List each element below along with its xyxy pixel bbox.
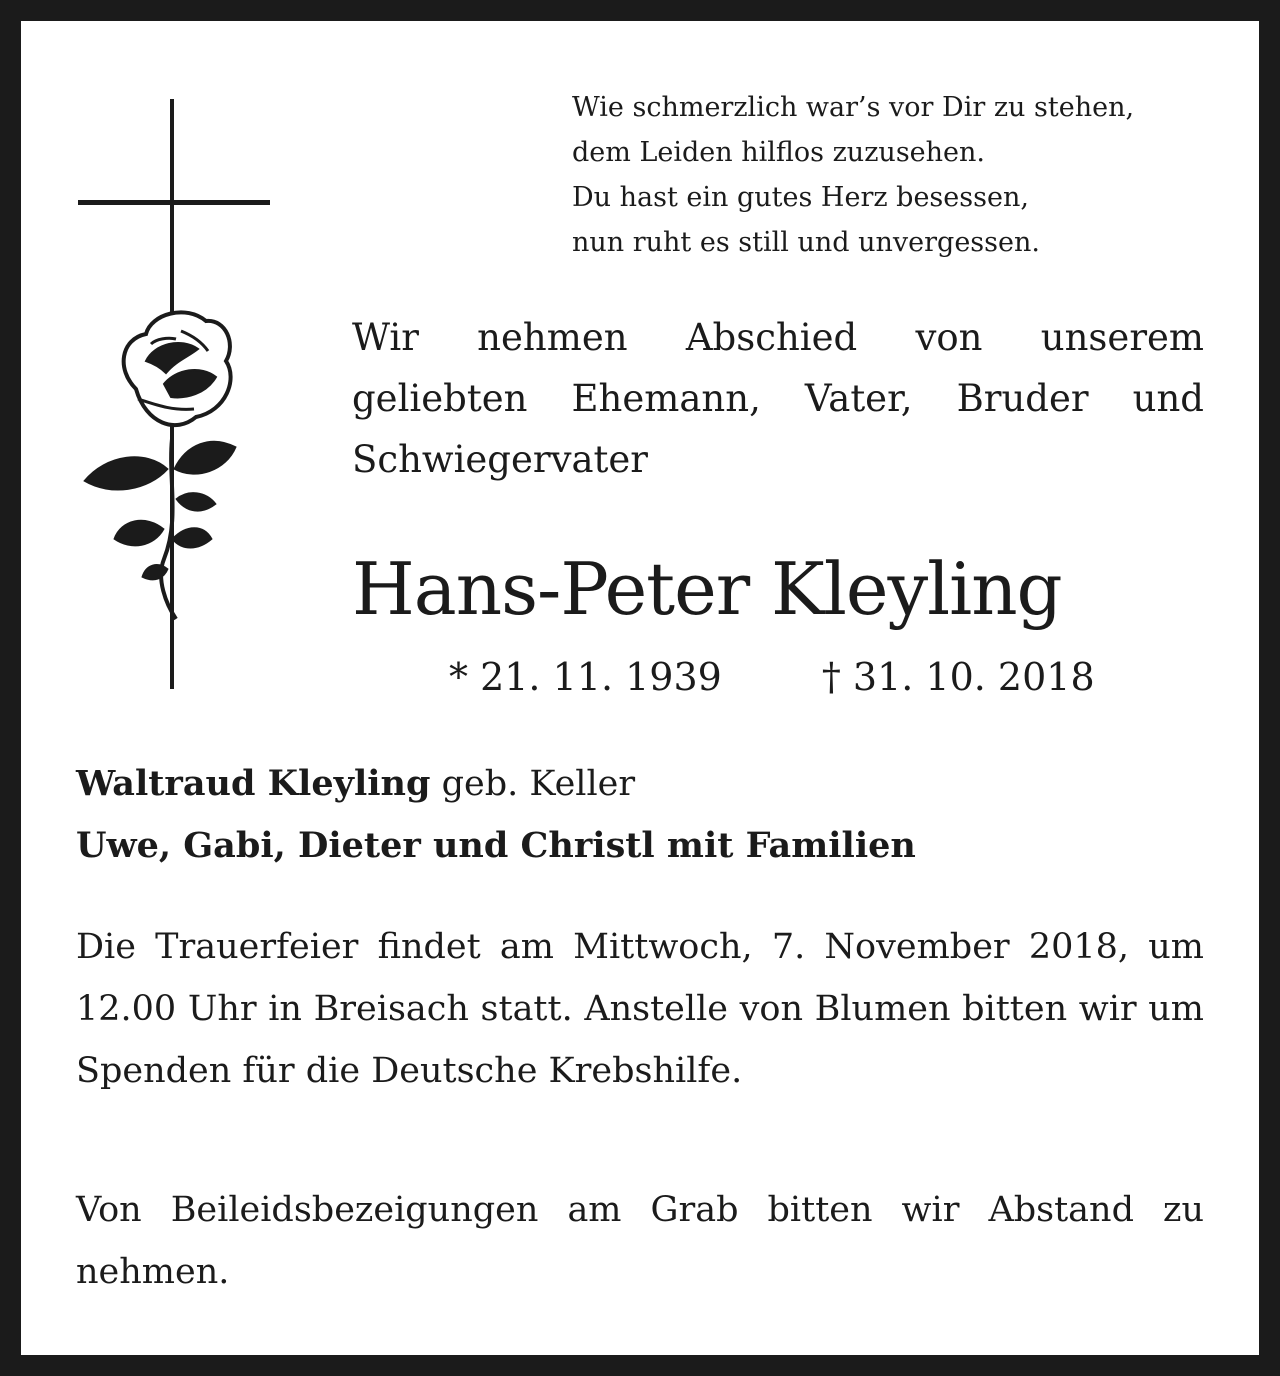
birth-date: * 21. 11. 1939 xyxy=(449,655,722,699)
intro-text: Wir nehmen Abschied von unserem geliebten Ehemann, Vater, Bruder und Schwiegervater xyxy=(352,316,1204,481)
poem-line: Wie schmerzlich war’s vor Dir zu stehen, xyxy=(572,92,1135,123)
spouse-name: Waltraud Kleyling xyxy=(76,763,431,804)
poem-line: dem Leiden hilflos zuzusehen. xyxy=(572,137,985,168)
rose-icon xyxy=(84,312,236,619)
life-dates xyxy=(449,649,1095,705)
mourners xyxy=(76,753,1206,876)
service-info: Die Trauerfeier findet am Mittwoch, 7. November 2018, um 12.00 Uhr in Breisach statt. Anstelle von Blumen bitten wir um Spenden für die Deutsche Krebshilfe. xyxy=(76,927,1204,1091)
poem xyxy=(572,85,1134,265)
spouse-maiden-name: geb. Keller xyxy=(430,764,636,804)
deceased-name: Hans-Peter Kleyling xyxy=(352,547,1062,631)
death-date: † 31. 10. 2018 xyxy=(821,655,1095,699)
children-line: Uwe, Gabi, Dieter und Christl mit Familien xyxy=(76,825,916,866)
poem-line: Du hast ein gutes Herz besessen, xyxy=(572,182,1029,213)
closing-note: Von Beileidsbezeigungen am Grab bitten wir Abstand zu nehmen. xyxy=(76,1190,1204,1292)
obituary-card xyxy=(21,21,1259,1355)
cross-with-rose xyxy=(76,99,276,699)
poem-line: nun ruht es still und unvergessen. xyxy=(572,227,1040,258)
mourner-line xyxy=(76,753,1206,815)
